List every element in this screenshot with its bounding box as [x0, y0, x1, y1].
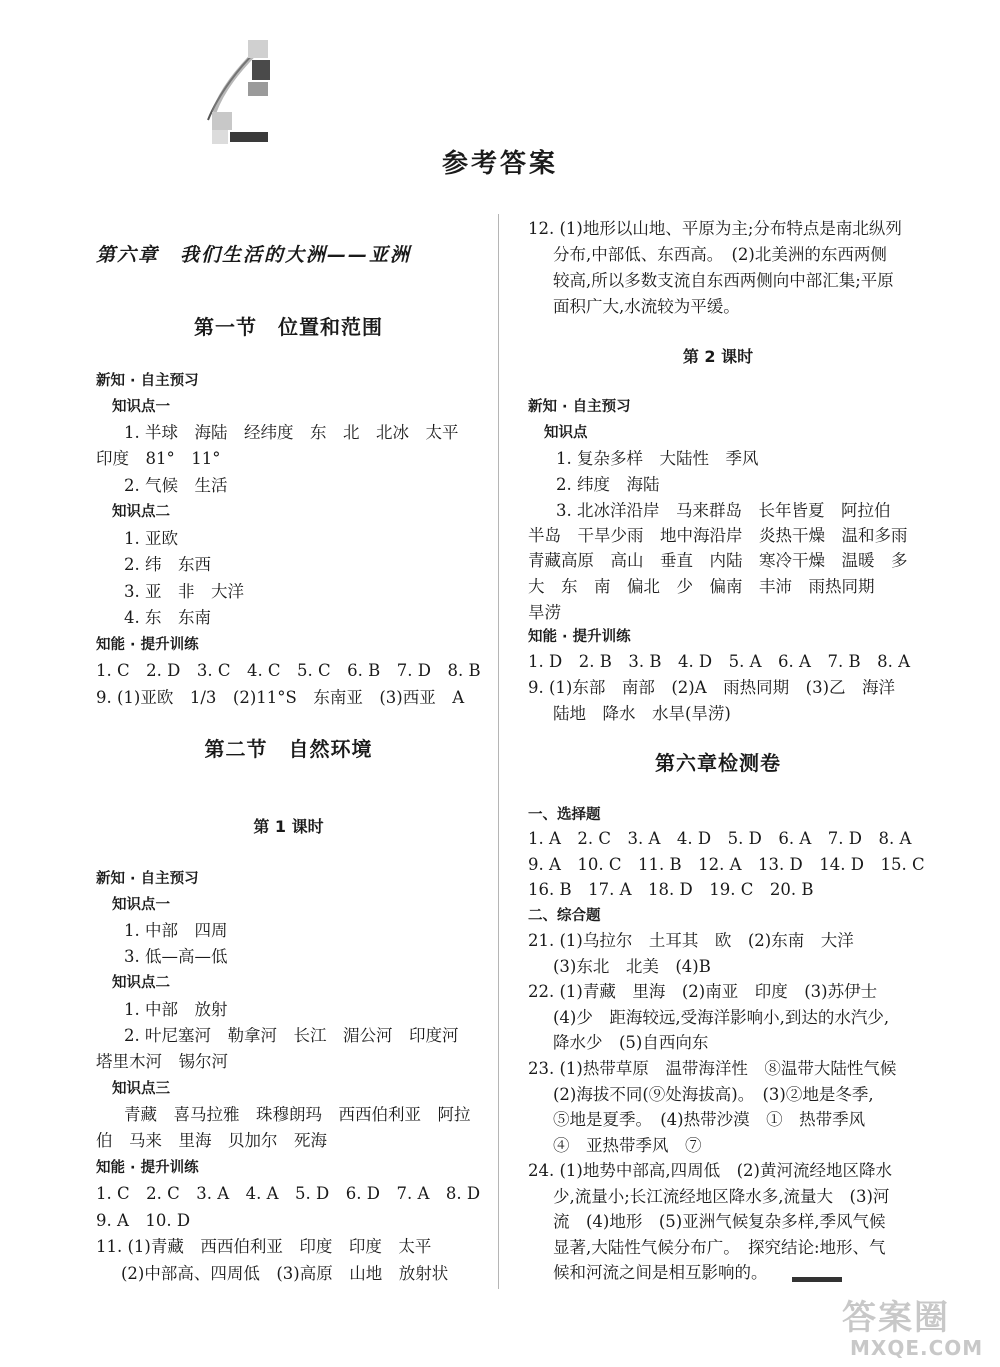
answer-line: 大 东 南 偏北 少 偏南 丰沛 雨热同期 — [528, 577, 875, 596]
lesson-heading: 第 1 课时 — [253, 817, 324, 836]
knowledge-point-heading: 知识点二 — [112, 975, 170, 991]
answer-line: (3)东北 北美 (4)B — [553, 957, 711, 976]
answer-line: 1. C 2. D 3. C 4. C 5. C 6. B 7. D 8. B — [96, 661, 481, 680]
preview-heading: 新知 · 自主预习 — [96, 373, 199, 389]
knowledge-point-heading: 知识点一 — [112, 399, 170, 415]
answer-line: 9. (1)东部 南部 (2)A 雨热同期 (3)乙 海洋 — [528, 678, 896, 697]
watermark-logo: 答案圈 — [842, 1298, 950, 1338]
answer-line: 半岛 干旱少雨 地中海沿岸 炎热干燥 温和多雨 — [528, 526, 908, 545]
answer-line: 1. D 2. B 3. B 4. D 5. A 6. A 7. B 8. A — [528, 652, 910, 671]
test-title: 第六章检测卷 — [655, 751, 781, 775]
section-title: 第一节 位置和范围 — [194, 315, 383, 339]
watermark-url: MXQE.COM — [850, 1336, 984, 1360]
answer-line: (2)中部高、四周低 (3)高原 山地 放射状 — [121, 1264, 449, 1283]
answer-line: 青藏 喜马拉雅 珠穆朗玛 西西伯利亚 阿拉 — [124, 1105, 471, 1124]
answer-line: (2)海拔不同(⑨处海拔高)。 (3)②地是冬季, — [553, 1085, 874, 1104]
answer-line: 1. 中部 四周 — [124, 921, 228, 940]
training-heading: 知能 · 提升训练 — [96, 1160, 199, 1176]
answer-line: 16. B 17. A 18. D 19. C 20. B — [528, 880, 814, 899]
answer-line: 3. 北冰洋沿岸 马来群岛 长年皆夏 阿拉伯 — [556, 501, 891, 520]
answer-line: 显著,大陆性气候分布广。 探究结论:地形、气 — [553, 1238, 886, 1257]
answer-line: ⑤地是夏季。 (4)热带沙漠 ① 热带季风 — [553, 1110, 866, 1129]
part-heading: 一、选择题 — [528, 807, 601, 823]
chapter-title: 第六章 我们生活的大洲——亚洲 — [96, 244, 412, 266]
answer-line: 9. A 10. C 11. B 12. A 13. D 14. D 15. C — [528, 855, 925, 874]
answer-line: 12. (1)地形以山地、平原为主;分布特点是南北纵列 — [528, 219, 902, 238]
training-heading: 知能 · 提升训练 — [96, 637, 199, 653]
lesson-heading: 第 2 课时 — [682, 347, 754, 366]
answer-line: 21. (1)乌拉尔 土耳其 欧 (2)东南 大洋 — [528, 931, 854, 950]
answer-line: 伯 马来 里海 贝加尔 死海 — [96, 1131, 327, 1150]
answer-line: 3. 亚 非 大洋 — [124, 582, 244, 601]
answer-line: 面积广大,水流较为平缓。 — [553, 297, 740, 316]
page-title: 参考答案 — [441, 149, 558, 179]
answer-line: 降水少 (5)自西向东 — [553, 1033, 709, 1052]
answer-line: 旱涝 — [528, 603, 561, 622]
answer-line: 9. (1)亚欧 1/3 (2)11°S 东南亚 (3)西亚 A — [96, 688, 465, 707]
part-heading: 二、综合题 — [528, 908, 601, 924]
answer-line: 1. 复杂多样 大陆性 季风 — [556, 449, 759, 468]
answer-line: 4. 东 东南 — [124, 608, 211, 627]
answer-line: 较高,所以多数支流自东西两侧向中部汇集;平原 — [553, 271, 894, 290]
answer-line: 1. C 2. C 3. A 4. A 5. D 6. D 7. A 8. D — [96, 1184, 481, 1203]
knowledge-point-heading: 知识点一 — [112, 897, 170, 913]
answer-line: 分布,中部低、东西高。 (2)北美洲的东西两侧 — [553, 245, 887, 264]
answer-line: 流 (4)地形 (5)亚洲气候复杂多样,季风气候 — [553, 1212, 886, 1231]
section-title: 第二节 自然环境 — [204, 737, 373, 761]
training-heading: 知能 · 提升训练 — [528, 629, 631, 645]
answer-line: 3. 低—高—低 — [124, 947, 228, 966]
answer-line: 候和河流之间是相互影响的。 — [553, 1263, 768, 1282]
decorative-pen-graphic — [200, 40, 280, 150]
answer-line: 塔里木河 锡尔河 — [96, 1052, 228, 1071]
answer-line: 2. 叶尼塞河 勒拿河 长江 湄公河 印度河 — [124, 1026, 459, 1045]
column-divider — [498, 214, 499, 1289]
watermark — [830, 1290, 995, 1365]
knowledge-point-heading: 知识点三 — [112, 1081, 170, 1097]
answer-line: 1. 半球 海陆 经纬度 东 北 北冰 太平 — [124, 423, 459, 442]
preview-heading: 新知 · 自主预习 — [96, 871, 199, 887]
answer-line: 1. A 2. C 3. A 4. D 5. D 6. A 7. D 8. A — [528, 829, 912, 848]
answer-line: 24. (1)地势中部高,四周低 (2)黄河流经地区降水 — [528, 1161, 892, 1180]
answer-line: 陆地 降水 水旱(旱涝) — [553, 704, 731, 723]
answer-line: 9. A 10. D — [96, 1211, 191, 1230]
preview-heading: 新知 · 自主预习 — [528, 399, 631, 415]
answer-line: ④ 亚热带季风 ⑦ — [553, 1136, 702, 1155]
answer-line: 印度 81° 11° — [96, 449, 221, 468]
answer-line: 少,流量小;长江流经地区降水多,流量大 (3)河 — [553, 1187, 890, 1206]
answer-line: (4)少 距海较远,受海洋影响小,到达的水汽少, — [553, 1008, 890, 1027]
answer-line: 2. 气候 生活 — [124, 476, 228, 495]
answer-line: 1. 亚欧 — [124, 529, 178, 548]
page-marker-bar — [792, 1277, 842, 1282]
answer-line: 23. (1)热带草原 温带海洋性 ⑧温带大陆性气候 — [528, 1059, 897, 1078]
knowledge-point-heading: 知识点 — [544, 425, 588, 441]
answer-line: 11. (1)青藏 西西伯利亚 印度 印度 太平 — [96, 1237, 432, 1256]
answer-line: 2. 纬度 海陆 — [556, 475, 660, 494]
answer-line: 1. 中部 放射 — [124, 1000, 228, 1019]
answer-line: 2. 纬 东西 — [124, 555, 211, 574]
answer-line: 22. (1)青藏 里海 (2)南亚 印度 (3)苏伊士 — [528, 982, 878, 1001]
answer-line: 青藏高原 高山 垂直 内陆 寒冷干燥 温暖 多 — [528, 551, 908, 570]
knowledge-point-heading: 知识点二 — [112, 504, 170, 520]
